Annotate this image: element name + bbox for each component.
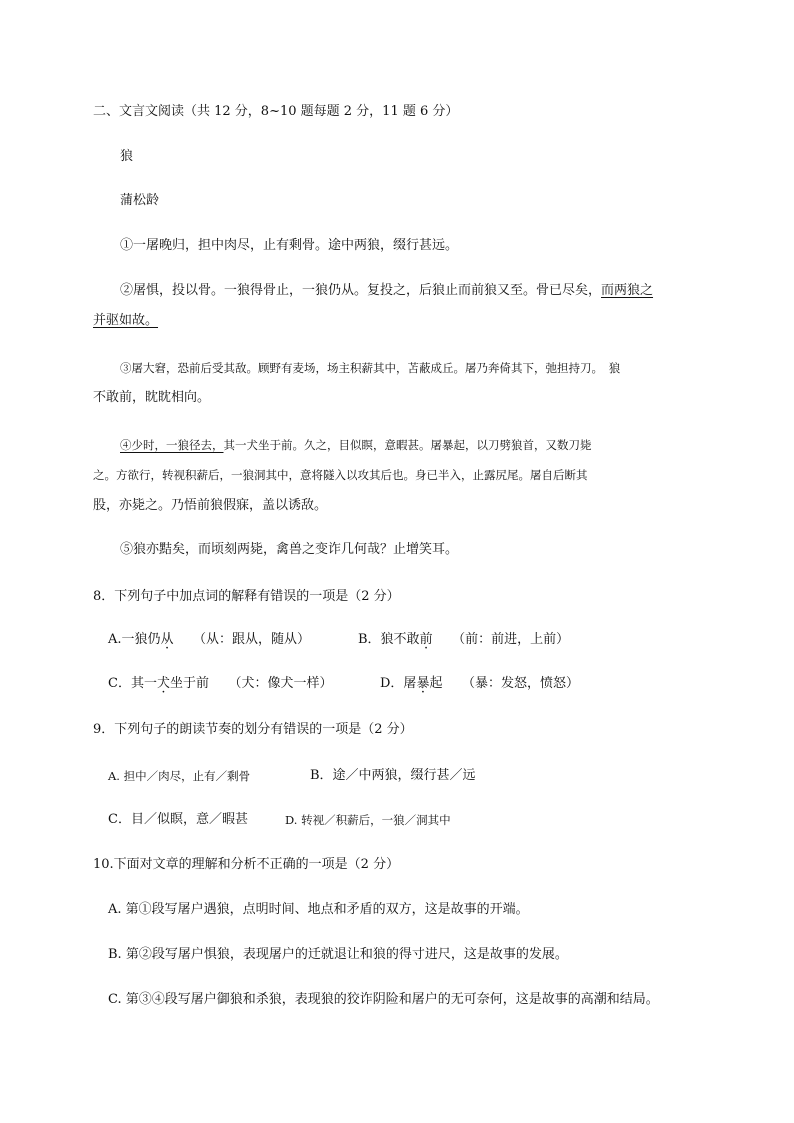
paragraph-2-line-1	[120, 283, 653, 299]
question-9-option-c: C．目／似瞑，意／暇甚	[108, 812, 248, 827]
paragraph-4-text: 其一犬坐于前。久之，目似瞑，意暇甚。屠暴起，以刀劈狼首，又数刀毙	[223, 438, 592, 452]
paragraph-1: ①一屠晚归，担中肉尽，止有剩骨。途中两狼，缀行甚远。	[120, 238, 459, 253]
question-9-option-a: A. 担中／肉尽，止有／剩骨	[108, 769, 251, 783]
question-9-option-d: D. 转视／积薪后，一狼／洞其中	[285, 813, 451, 827]
dotted-word: 暴	[416, 676, 430, 691]
question-10-option-c: C. 第③④段写屠户御狼和杀狼，表现狼的狡诈阴险和屠户的无可奈何，这是故事的高潮和结局。	[108, 992, 659, 1007]
dotted-word: 从	[160, 632, 174, 647]
question-10-option-a: A. 第①段写屠户遇狼，点明时间、地点和矛盾的双方，这是故事的开端。	[108, 902, 529, 917]
question-8-stem: 8．下列句子中加点词的解释有错误的一项是（2 分）	[93, 589, 400, 604]
question-10-option-b: B. 第②段写屠户惧狼，表现屠户的迁就退让和狼的得寸进尺，这是故事的发展。	[108, 947, 568, 962]
question-9-stem: 9．下列句子的朗读节奏的划分有错误的一项是（2 分）	[93, 722, 413, 737]
paragraph-4-line-3: 股，亦毙之。乃悟前狼假寐，盖以诱敌。	[93, 498, 328, 513]
underlined-sentence-part-1: 而两狼之	[601, 283, 654, 298]
question-9-option-b: B．途／中两狼，缀行甚／远	[310, 768, 476, 783]
paragraph-4-line-1	[120, 437, 592, 453]
question-8-option-b: B．狼不敢前 （前：前进，上前）	[358, 632, 570, 647]
section-title: 二、文言文阅读（共 12 分，8~10 题每题 2 分，11 题 6 分）	[93, 104, 459, 119]
question-8-option-c: C．其一犬坐于前 （犬：像犬一样）	[108, 676, 333, 691]
question-8-option-d: D．屠暴起 （暴：发怒，愤怒）	[380, 676, 579, 691]
underlined-sentence-part-2: 并驱如故。	[93, 313, 159, 328]
paragraph-2-line-2	[93, 313, 158, 329]
paragraph-5: ⑤狼亦黠矣，而顷刻两毙，禽兽之变诈几何哉？止增笑耳。	[120, 542, 459, 557]
underlined-phrase: ④少时，一狼径去，	[120, 438, 224, 452]
paragraph-4-line-2: 之。方欲行，转视积薪后，一狼洞其中，意将隧入以攻其后也。身已半入，止露尻尾。屠自后断其	[93, 468, 588, 482]
question-8-option-a: A.一狼仍从 （从：跟从，随从）	[108, 632, 311, 647]
paragraph-3-line-2: 不敢前，眈眈相向。	[93, 390, 211, 405]
paragraph-2-text: ②屠惧，投以骨。一狼得骨止，一狼仍从。复投之，后狼止而前狼又至。骨已尽矣，	[120, 283, 602, 298]
passage-author: 蒲松龄	[120, 193, 160, 208]
dotted-word: 前	[419, 632, 433, 647]
dotted-word: 犬	[156, 676, 170, 691]
paragraph-3-line-1: ③屠大窘，恐前后受其敌。顾野有麦场，场主积薪其中，苫蔽成丘。屠乃奔倚其下，弛担持刀。 狼	[120, 361, 621, 375]
passage-title: 狼	[120, 149, 134, 164]
question-10-stem: 10.下面对文章的理解和分析不正确的一项是（2 分）	[93, 857, 400, 872]
